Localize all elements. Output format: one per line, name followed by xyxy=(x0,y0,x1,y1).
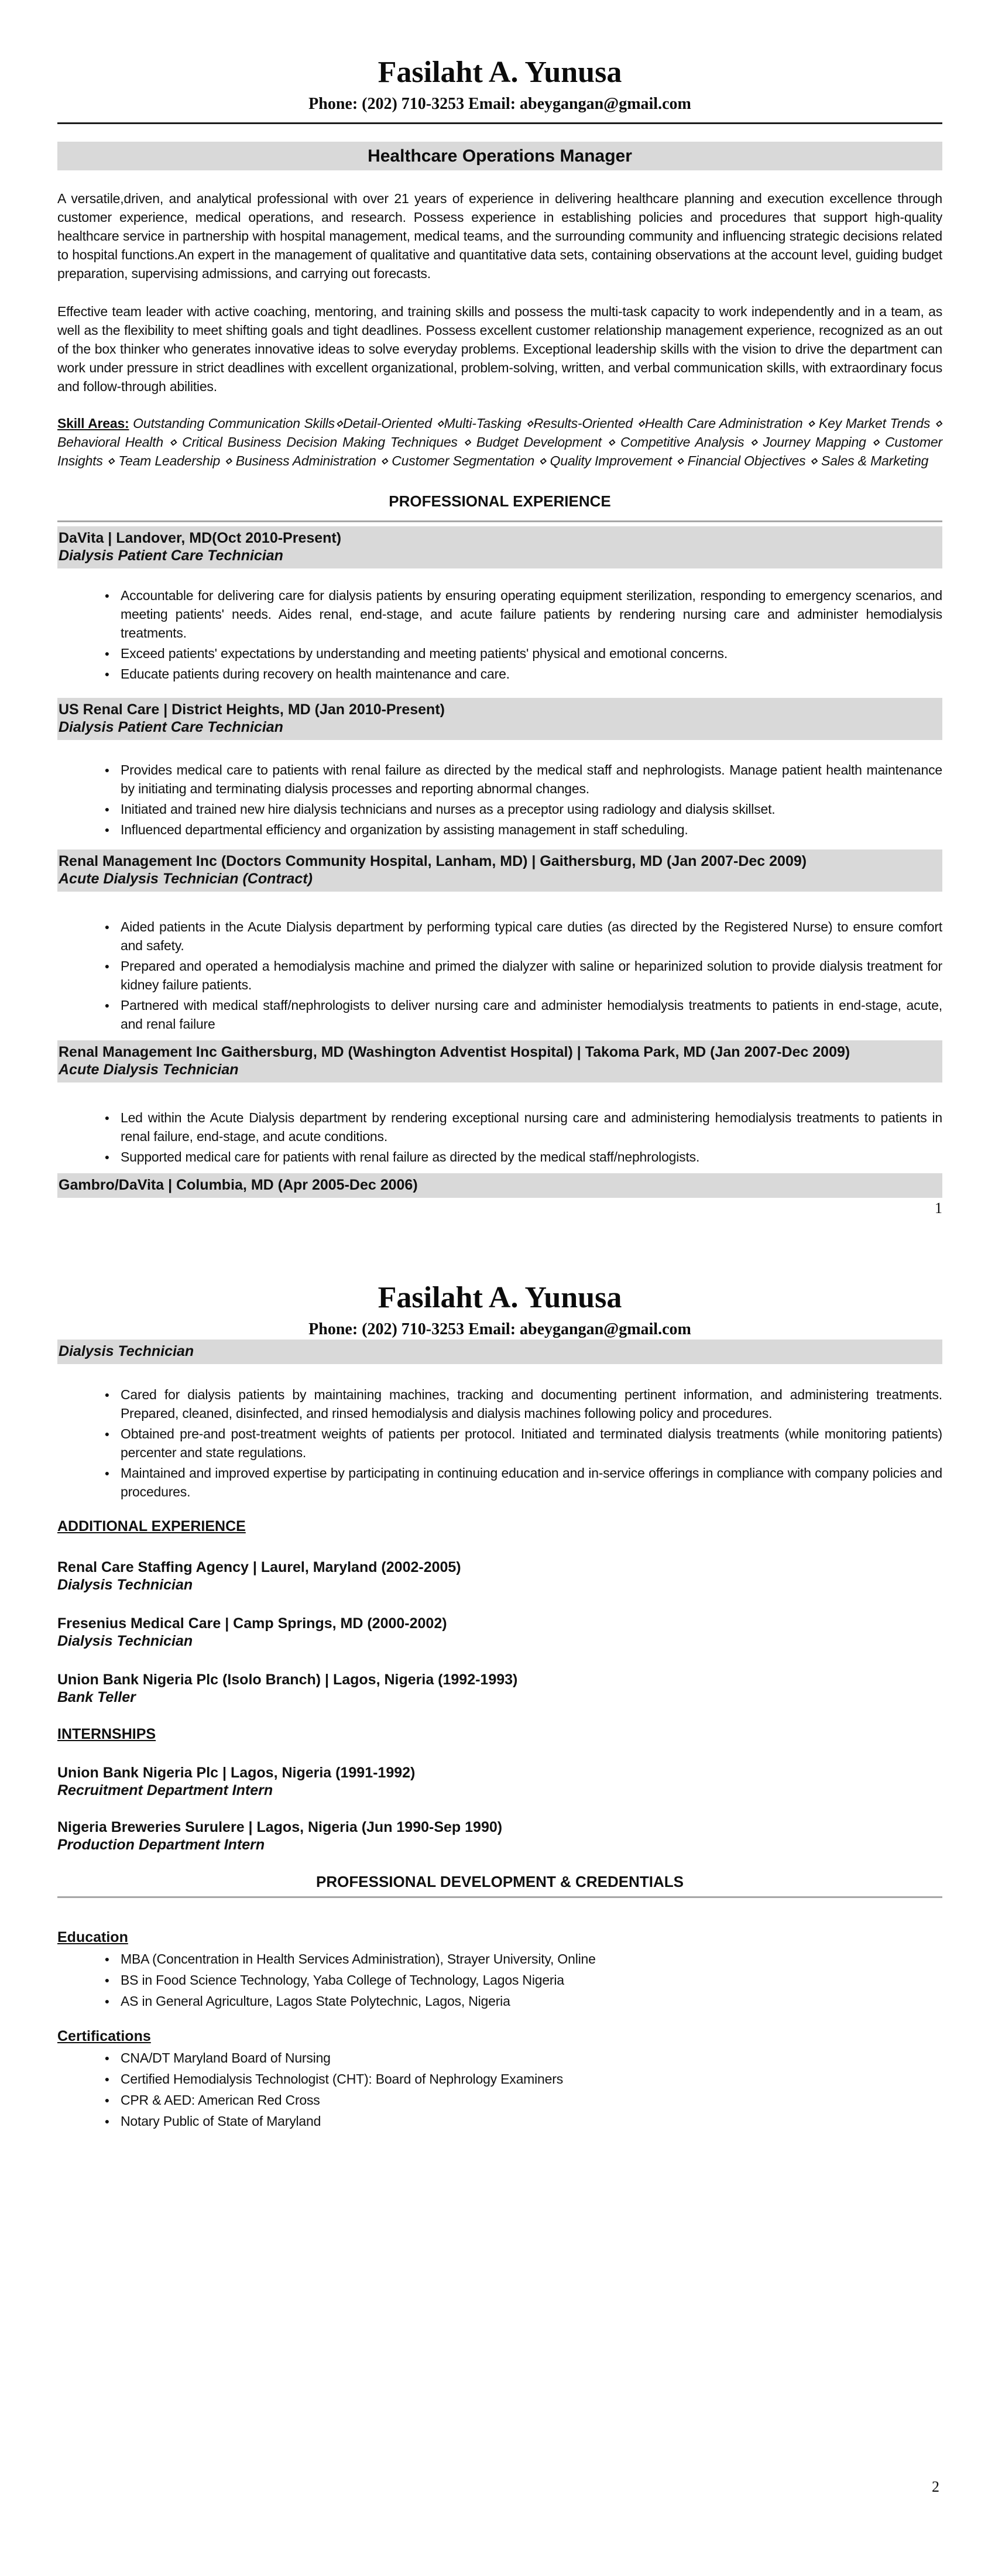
bullet-item xyxy=(57,761,942,798)
job-entry xyxy=(57,1764,942,1799)
bullet-text: MBA (Concentration in Health Services Administration), Strayer University, Online xyxy=(121,1951,596,1967)
bullet-icon: ● xyxy=(104,1468,110,1478)
job-bullets xyxy=(57,917,942,1033)
additional-experience-heading: ADDITIONAL EXPERIENCE xyxy=(57,1518,246,1534)
page-number: 2 xyxy=(932,2478,939,2495)
job-title: Dialysis Technician xyxy=(59,1343,194,1359)
summary-paragraph-1: A versatile,driven, and analytical professional with over 21 years of experience in delivering healthcare planning and execution excellence through customer experience, medical operations, and research. Possess experience in establishing policies and procedures that support high-quality healthcare service in partnership with hospital management, medical teams, and the surrounding community and influencing strategic decisions related to hospital functions.An expert in the management of qualitative and quantitative data sets, containing observations at the account level, guiding budget preparation, supervising admissions, and carrying out forecasts. xyxy=(57,191,942,281)
job-entry xyxy=(57,1671,942,1706)
section-rule xyxy=(57,1896,942,1898)
bullet-text: CNA/DT Maryland Board of Nursing xyxy=(121,2050,331,2065)
certifications-list xyxy=(57,2049,942,2131)
job-company: Gambro/DaVita | Columbia, MD (Apr 2005-Dec 2006) xyxy=(59,1177,418,1193)
bullet-item xyxy=(57,2091,942,2110)
contact-line: Phone: (202) 710-3253 Email: abeygangan@gmail.com xyxy=(308,95,691,113)
bullet-item xyxy=(57,1108,942,1146)
resume-page-2 xyxy=(57,1280,942,2131)
bullet-icon: ● xyxy=(104,669,110,679)
bullet-item xyxy=(57,1950,942,1969)
job-bullets xyxy=(57,1385,942,1501)
bullet-item xyxy=(57,996,942,1033)
job-company: Nigeria Breweries Surulere | Lagos, Nigeria (Jun 1990-Sep 1990) xyxy=(57,1819,503,1835)
bullet-text: Provides medical care to patients with renal failure as directed by the medical staff and nephrologists. Manage patient health maintenance by initiating and terminating dialysis processes and reporting abnormal changes. xyxy=(121,762,942,796)
education-list xyxy=(57,1950,942,2011)
bullet-item xyxy=(57,586,942,642)
bullet-icon: ● xyxy=(104,1996,110,2006)
bullet-text: Cared for dialysis patients by maintaining machines, tracking and documenting pertinent information, and administering treatments. Prepared, cleaned, disinfected, and rinsed hemodialysis and dialysis machines following policy and procedures. xyxy=(121,1387,942,1421)
job-title: Dialysis Patient Care Technician xyxy=(59,719,283,735)
bullet-item xyxy=(57,1971,942,1990)
job-title: Acute Dialysis Technician xyxy=(59,1061,239,1078)
summary-paragraph-2: Effective team leader with active coaching, mentoring, and training skills and possess the multi-task capacity to work independently and in a team, as well as the flexibility to meet shifting goals and tight deadlines. Possess excellent customer relationship management experience, recognized as an out of the box thinker who generates innovative ideas to solve everyday problems. Exceptional leadership skills with the vision to drive the department can work under pressure in strict deadlines with excellent organizational, problem-solving, written, and verbal communication skills, with extraordinary focus and follow-through abilities. xyxy=(57,304,942,394)
job-bullets xyxy=(57,586,942,683)
job-company: Renal Management Inc Gaithersburg, MD (Washington Adventist Hospital) | Takoma Park, MD (Jan 2007-Dec 2009) xyxy=(59,1044,850,1060)
job-header-bar xyxy=(57,526,942,568)
job-header-bar xyxy=(57,1040,942,1083)
bullet-icon: ● xyxy=(104,765,110,775)
job-entry xyxy=(57,1558,942,1594)
job-title: Dialysis Technician xyxy=(57,1633,193,1649)
bullet-text: Prepared and operated a hemodialysis machine and primed the dialyzer with saline or heparinized solution to provide dialysis treatment for kidney failure patients. xyxy=(121,958,942,992)
bullet-item xyxy=(57,1385,942,1423)
bullet-item xyxy=(57,2112,942,2131)
bullet-item xyxy=(57,1992,942,2011)
bullet-text: CPR & AED: American Red Cross xyxy=(121,2092,320,2108)
bullet-icon: ● xyxy=(104,2053,110,2063)
skills-paragraph xyxy=(57,414,942,470)
bullet-text: AS in General Agriculture, Lagos State Polytechnic, Lagos, Nigeria xyxy=(121,1993,510,2009)
bullet-icon: ● xyxy=(104,1001,110,1010)
bullet-text: Accountable for delivering care for dialysis patients by ensuring operating equipment sterilization, responding to emergency scenarios, and meeting patients' needs. Aides renal, end-stage, and acute failure patients by rendering nursing care and administer hemodialysis treatments. xyxy=(121,588,942,640)
bullet-icon: ● xyxy=(104,922,110,931)
job-header-bar xyxy=(57,849,942,892)
bullet-icon: ● xyxy=(104,1152,110,1162)
job-company: Union Bank Nigeria Plc | Lagos, Nigeria (1991-1992) xyxy=(57,1765,416,1781)
bullet-icon: ● xyxy=(104,1113,110,1122)
page-number: 1 xyxy=(935,1200,942,1217)
bullet-text: Initiated and trained new hire dialysis technicians and nurses as a preceptor using radiology and dialysis skillset. xyxy=(121,801,776,817)
bullet-icon: ● xyxy=(104,2116,110,2126)
bullet-icon: ● xyxy=(104,825,110,834)
bullet-icon: ● xyxy=(104,1954,110,1964)
credentials-heading: PROFESSIONAL DEVELOPMENT & CREDENTIALS xyxy=(316,1873,684,1890)
bullet-item xyxy=(57,800,942,818)
resume-page-1 xyxy=(57,54,942,1218)
job-header-bar xyxy=(57,1173,942,1198)
bullet-item xyxy=(57,664,942,683)
section-rule xyxy=(57,520,942,522)
bullet-text: Influenced departmental efficiency and organization by assisting management in staff scheduling. xyxy=(121,822,688,837)
candidate-name: Fasilaht A. Yunusa xyxy=(378,1281,622,1314)
bullet-item xyxy=(57,917,942,955)
bullet-item xyxy=(57,957,942,994)
job-header-bar xyxy=(57,1340,942,1364)
job-title: Dialysis Patient Care Technician xyxy=(59,547,283,564)
job-bullets xyxy=(57,761,942,839)
role-title-bar: Healthcare Operations Manager xyxy=(57,142,942,170)
skill-areas-label: Skill Areas: xyxy=(57,416,129,431)
bullet-icon: ● xyxy=(104,649,110,658)
job-company: DaVita | Landover, MD(Oct 2010-Present) xyxy=(59,530,342,546)
bullet-icon: ● xyxy=(104,2074,110,2084)
experience-heading: PROFESSIONAL EXPERIENCE xyxy=(389,492,611,510)
job-title: Acute Dialysis Technician (Contract) xyxy=(59,871,313,887)
job-company: US Renal Care | District Heights, MD (Jan 2010-Present) xyxy=(59,701,445,718)
bullet-text: Notary Public of State of Maryland xyxy=(121,2113,321,2129)
job-company: Renal Management Inc (Doctors Community Hospital, Lanham, MD) | Gaithersburg, MD (Jan 2007-Dec 2009) xyxy=(59,853,807,869)
bullet-item xyxy=(57,644,942,663)
header-rule xyxy=(57,122,942,124)
job-header-bar xyxy=(57,698,942,740)
job-title: Production Department Intern xyxy=(57,1837,265,1853)
candidate-name: Fasilaht A. Yunusa xyxy=(378,56,622,89)
bullet-text: Obtained pre-and post-treatment weights of patients per protocol. Initiated and terminated dialysis treatments (while monitoring patients) percenter and state regulations. xyxy=(121,1426,942,1460)
bullet-item xyxy=(57,1464,942,1501)
bullet-text: Maintained and improved expertise by participating in continuing education and in-service offerings in compliance with company policies and procedures. xyxy=(121,1465,942,1499)
bullet-item xyxy=(57,1147,942,1166)
bullet-text: Aided patients in the Acute Dialysis department by performing typical care duties (as directed by the Registered Nurse) to ensure comfort and safety. xyxy=(121,919,942,953)
bullet-icon: ● xyxy=(104,804,110,814)
skills-list: Outstanding Communication Skills⋄Detail-Oriented ⋄Multi-Tasking ⋄Results-Oriented ⋄Health Care Administration ⋄ Key Market Trends ⋄ Behavioral Health ⋄ Critical Business Decision Making Techniques ⋄ Budget Development ⋄ Competitive Analysis ⋄ Journey Mapping ⋄ Customer Insights ⋄ Team Leadership ⋄ Business Administration ⋄ Customer Segmentation ⋄ Quality Improvement ⋄ Financial Objectives ⋄ Sales & Marketing xyxy=(57,416,942,468)
education-heading: Education xyxy=(57,1929,128,1945)
bullet-item xyxy=(57,820,942,839)
job-bullets xyxy=(57,1108,942,1166)
bullet-icon: ● xyxy=(104,961,110,971)
certifications-heading: Certifications xyxy=(57,2028,151,2044)
bullet-text: Led within the Acute Dialysis department by rendering exceptional nursing care and administering hemodialysis treatments to patients in renal failure, end-stage, and acute conditions. xyxy=(121,1110,942,1144)
job-company: Fresenius Medical Care | Camp Springs, MD (2000-2002) xyxy=(57,1615,447,1632)
bullet-item xyxy=(57,2070,942,2089)
job-title: Bank Teller xyxy=(57,1689,136,1705)
bullet-icon: ● xyxy=(104,1390,110,1399)
bullet-icon: ● xyxy=(104,1429,110,1438)
bullet-item xyxy=(57,1424,942,1462)
contact-line: Phone: (202) 710-3253 Email: abeygangan@gmail.com xyxy=(308,1320,691,1338)
bullet-text: Supported medical care for patients with renal failure as directed by the medical staff/nephrologists. xyxy=(121,1149,700,1164)
bullet-text: Exceed patients' expectations by understanding and meeting patients' physical and emotional concerns. xyxy=(121,646,728,661)
job-entry xyxy=(57,1615,942,1650)
internships-heading: INTERNSHIPS xyxy=(57,1726,156,1742)
bullet-text: Educate patients during recovery on health maintenance and care. xyxy=(121,666,510,681)
bullet-text: BS in Food Science Technology, Yaba College of Technology, Lagos Nigeria xyxy=(121,1972,564,1988)
bullet-icon: ● xyxy=(104,591,110,600)
bullet-icon: ● xyxy=(104,1975,110,1985)
job-entry xyxy=(57,1818,942,1854)
job-title: Recruitment Department Intern xyxy=(57,1782,273,1799)
bullet-text: Partnered with medical staff/nephrologists to deliver nursing care and administer hemodialysis treatments to patients in end-stage, acute, and renal failure xyxy=(121,998,942,1032)
job-title: Dialysis Technician xyxy=(57,1577,193,1593)
bullet-item xyxy=(57,2049,942,2068)
job-company: Union Bank Nigeria Plc (Isolo Branch) | Lagos, Nigeria (1992-1993) xyxy=(57,1671,518,1688)
job-company: Renal Care Staffing Agency | Laurel, Maryland (2002-2005) xyxy=(57,1559,461,1575)
bullet-text: Certified Hemodialysis Technologist (CHT): Board of Nephrology Examiners xyxy=(121,2071,563,2087)
bullet-icon: ● xyxy=(104,2095,110,2105)
